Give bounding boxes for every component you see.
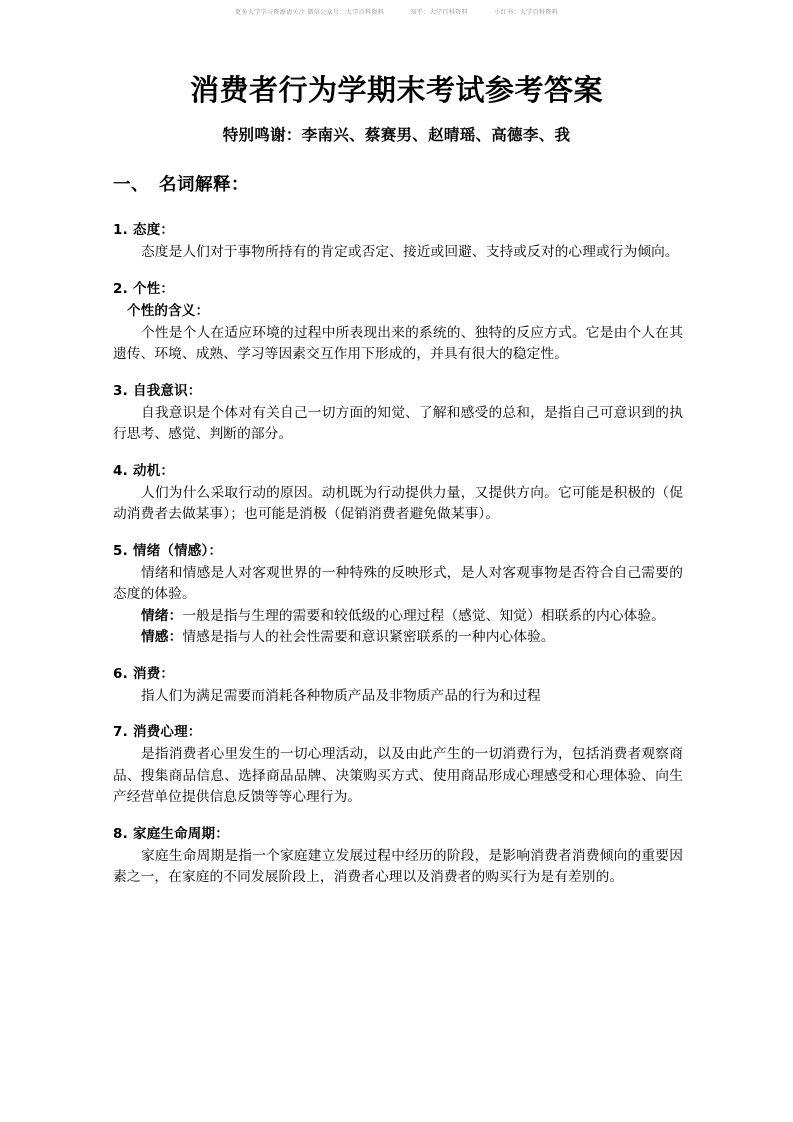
term-block (113, 461, 683, 526)
term-paragraph (113, 686, 683, 708)
term-number: 5. (113, 542, 128, 559)
paragraph-text: 个性是个人在适应环境的过程中所表现出来的系统的、独特的反应方式。它是由个人在其遗传、环境、成熟、学习等因素交互作用下形成的，并具有很大的稳定性。 (113, 324, 683, 362)
paragraph-inline-label: 情绪： (141, 607, 183, 624)
paragraph-text: 指人们为满足需要而消耗各种物质产品及非物质产品的行为和过程 (141, 687, 541, 704)
section-label: 名词解释： (159, 175, 249, 195)
term-name: 自我意识： (133, 382, 202, 399)
term-name: 个性： (133, 280, 175, 297)
section-number: 一、 (113, 175, 149, 195)
page-subtitle: 特别鸣谢：李南兴、蔡赛男、赵晴瑶、高德李、我 (222, 126, 571, 144)
term-paragraph (113, 242, 683, 264)
term-title (113, 824, 683, 845)
term-number: 7. (113, 724, 128, 740)
document-body (113, 172, 683, 889)
term-name: 消费： (133, 665, 175, 682)
term-paragraph (113, 563, 683, 606)
term-number: 4. (113, 462, 128, 479)
watermark-zhihu: 知乎：大学百科资料 (410, 9, 468, 16)
term-name: 态度： (133, 222, 175, 238)
paragraph-text: 家庭生命周期是指一个家庭建立发展过程中经历的阶段，是影响消费者消费倾向的重要因素之一，在家庭的不同发展阶段上，消费者心理以及消费者的购买行为是有差别的。 (113, 847, 683, 885)
term-block (113, 220, 683, 264)
watermark-wechat: 更多大学学习资源请关注 微信公众号：大学百科资料 (234, 9, 384, 16)
term-name: 动机： (133, 462, 175, 479)
term-number: 3. (113, 382, 128, 399)
term-paragraph (113, 483, 683, 526)
section-heading (113, 172, 683, 198)
term-title (113, 722, 683, 743)
term-title (113, 664, 683, 685)
term-title (113, 279, 683, 300)
term-paragraph (113, 744, 683, 809)
term-title (113, 541, 683, 562)
page-title: 消费者行为学期末考试参考答案 (189, 73, 603, 107)
paragraph-text: 自我意识是个体对有关自己一切方面的知觉、了解和感受的总和，是指自己可意识到的执行思考、感觉、判断的部分。 (113, 404, 683, 442)
paragraph-text: 情感是指与人的社会性需要和意识紧密联系的一种内心体验。 (182, 629, 555, 645)
paragraph-text: 人们为什么采取行动的原因。动机既为行动提供力量，又提供方向。它可能是积极的（促动消费者去做某事）；也可能是消极（促销消费者避免做某事）。 (113, 484, 683, 522)
term-number: 8. (113, 825, 128, 842)
paragraph-text: 是指消费者心里发生的一切心理活动，以及由此产生的一切消费行为，包括消费者观察商品、搜集商品信息、选择商品品牌、决策购买方式、使用商品形成心理感受和心理体验、向生产经营单位提供信息反馈等等心理行为。 (113, 746, 683, 805)
term-paragraph (113, 323, 683, 366)
term-block (113, 664, 683, 708)
term-sublabel: 个性的含义： (127, 302, 210, 319)
term-number: 1. (113, 222, 128, 238)
term-number: 6. (113, 665, 128, 682)
watermark-header (0, 8, 793, 17)
watermark-xiaohongshu: 小红书：大学百科资料 (494, 9, 559, 16)
term-paragraph (113, 403, 683, 446)
paragraph-text: 情绪和情感是人对客观世界的一种特殊的反映形式，是人对客观事物是否符合自己需要的态度的体验。 (113, 564, 683, 602)
paragraph-text: 一般是指与生理的需要和较低级的心理过程（感觉、知觉）相联系的内心体验。 (182, 607, 665, 624)
term-name: 情绪（情感）： (133, 542, 223, 559)
paragraph-inline-label: 情感： (141, 629, 183, 645)
paragraph-text: 态度是人们对于事物所持有的肯定或否定、接近或回避、支持或反对的心理或行为倾向。 (141, 244, 679, 260)
term-list (113, 220, 683, 889)
term-paragraph (113, 606, 683, 628)
term-title (113, 220, 683, 241)
term-paragraph (113, 846, 683, 889)
term-title (113, 461, 683, 482)
term-number: 2. (113, 280, 128, 297)
term-block (113, 541, 683, 649)
term-block (113, 279, 683, 366)
term-block (113, 381, 683, 446)
term-name: 消费心理： (133, 724, 202, 740)
term-title (113, 381, 683, 402)
term-block (113, 824, 683, 889)
term-block (113, 722, 683, 809)
term-paragraph (113, 627, 683, 649)
term-name: 家庭生命周期： (133, 825, 229, 842)
